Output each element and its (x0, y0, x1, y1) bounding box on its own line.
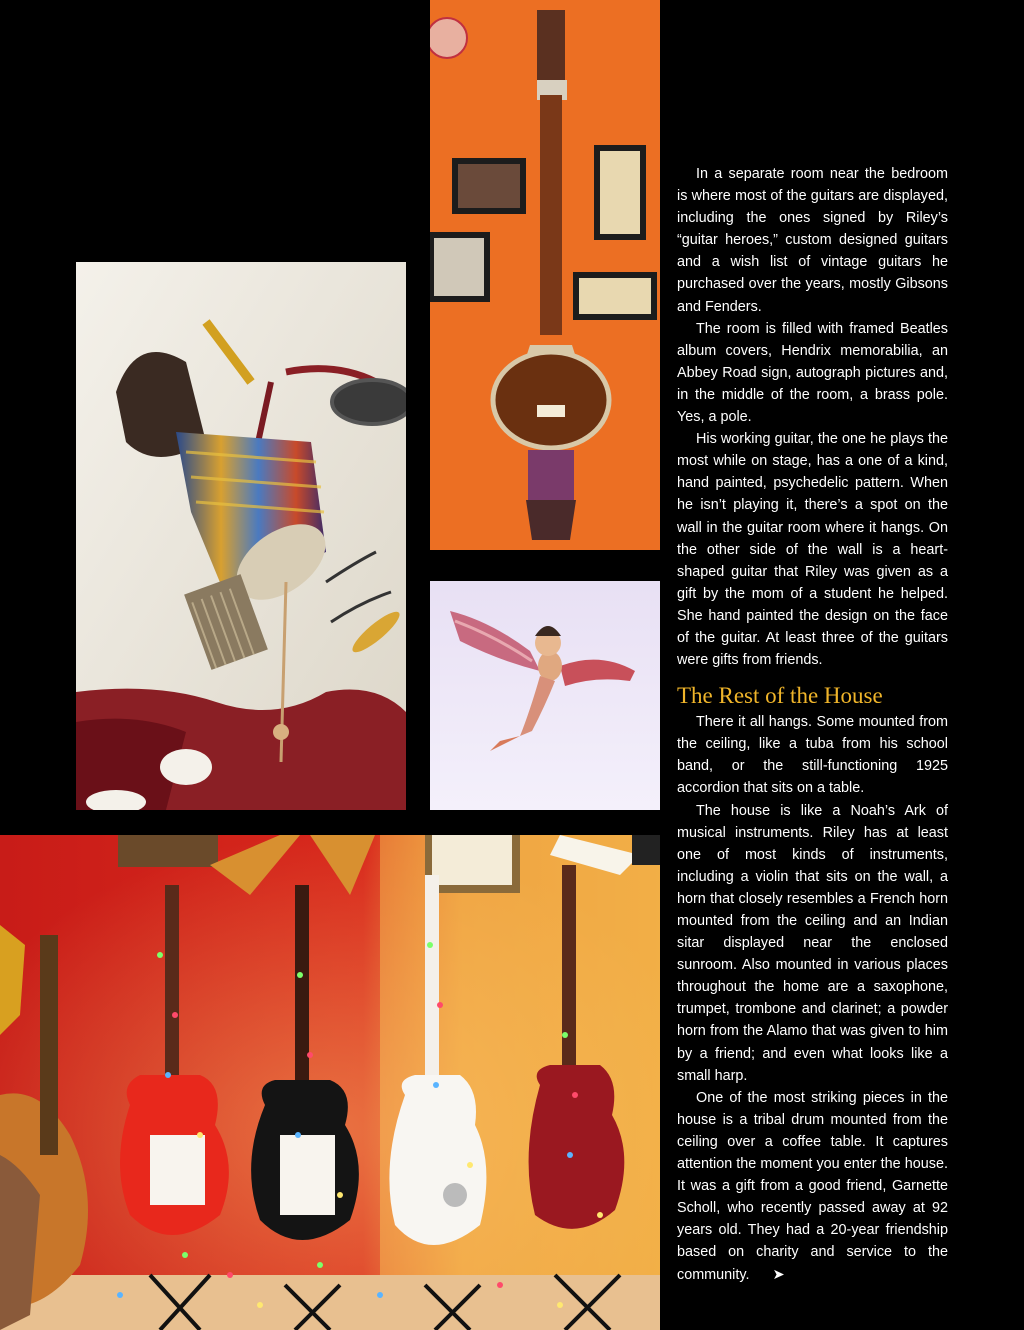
paragraph: The house is like a Noah’s Ark of musical instruments. Riley has at least one of most kinds of instruments, including a violin that sits on the wall, a horn that closely resembles a French horn mounted from the ceiling and an Indian sitar displayed near the enclosed sunroom. Also mounted in various places throughout the home are a saxophone, trumpet, trombone and clarinet; a powder horn from the Alamo that was given to him by a friend; and even what looks like a small harp. (677, 802, 948, 1084)
paragraph: There it all hangs. Some mounted from the ceiling, like a tuba from his school band, or the still-functioning 1925 accordion that sits on a table. (677, 714, 948, 797)
section-heading: The Rest of the House (677, 683, 883, 709)
end-of-article-arrow-icon: ➤ (772, 1266, 785, 1283)
paragraph: His working guitar, the one he plays the most while on stage, has a one of a kind, hand painted, psychedelic pattern. When he isn’t playing it, there’s a spot on the wall in the guitar room where it hangs. On the other side of the wall is a heart-shaped guitar that Riley was given as a gift by the mom of a student he helped. She hand painted the design on the face of the guitar. At least three of the guitars were gifts from friends. (677, 431, 948, 669)
guitars-photo (0, 835, 660, 1330)
flying-angel-photo (430, 581, 660, 810)
paragraph: The room is filled with framed Beatles album covers, Hendrix memorabilia, an Abbey Road sign, autograph pictures and, in the middle of the room, a brass pole. Yes, a pole. (677, 320, 948, 426)
paragraph (677, 1087, 948, 1286)
paragraph-text: One of the most striking pieces in the house is a tribal drum mounted from the ceiling over a coffee table. It captures attention the moment you enter the house. It was a gift from a good friend, Garnette Scholl, who recently passed away at 92 years old. They had a 20-year friendship based on charity and service to the community. (677, 1089, 948, 1283)
paragraph: In a separate room near the bedroom is where most of the guitars are displayed, including the ones signed by Riley’s “guitar heroes,” custom designed guitars and a wish list of vintage guitars he purchased over the years, mostly Gibsons and Fenders. (677, 166, 948, 315)
article-body (677, 163, 948, 1286)
tribal-drum-photo (76, 262, 406, 810)
sitar-photo (430, 0, 660, 550)
